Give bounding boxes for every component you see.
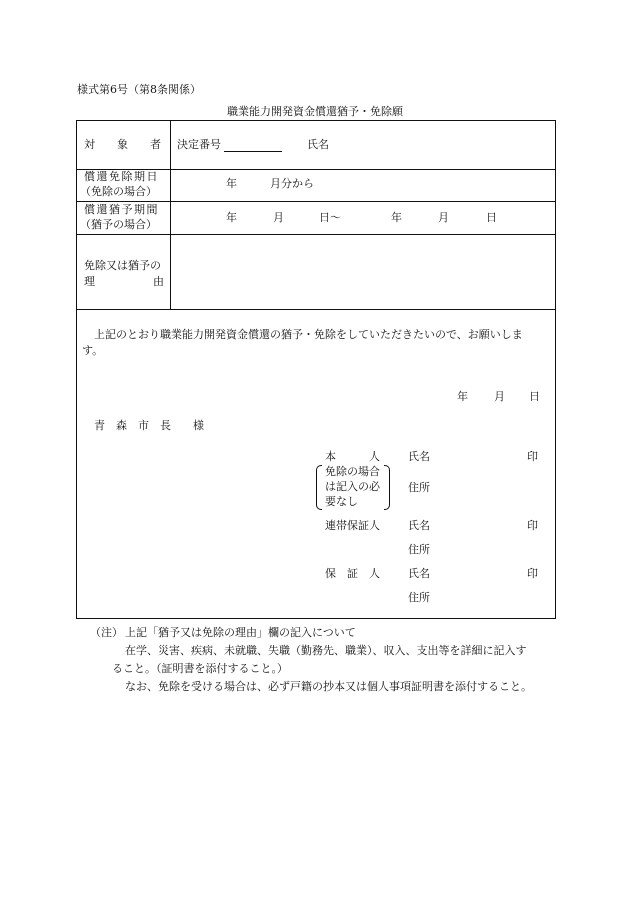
grace-period-sublabel: （猶予の場合） — [80, 218, 157, 231]
name-field[interactable] — [340, 128, 550, 162]
guarantor-label: 保 証 人 — [325, 567, 380, 580]
applicant-note-line3: 要なし — [325, 495, 358, 508]
request-text-line2: す。 — [82, 344, 104, 357]
column-divider — [170, 121, 171, 309]
exemption-date-label: 償還免除期日 — [84, 170, 159, 183]
exemption-year-label: 年 — [226, 177, 237, 190]
date-year-label: 年 — [457, 390, 468, 403]
date-month-label: 月 — [494, 390, 505, 403]
reason-label-second-line: 理 由 — [84, 275, 164, 288]
grace-to-month-label: 月 — [438, 211, 449, 224]
applicant-address-label: 住所 — [408, 481, 430, 494]
decision-number-field[interactable] — [224, 151, 282, 152]
row-divider — [77, 309, 555, 310]
grace-from-year-label: 年 — [226, 211, 237, 224]
date-day-label: 日 — [529, 390, 540, 403]
applicant-note-line2: は記入の必 — [325, 480, 380, 493]
guarantor-seal: 印 — [527, 567, 538, 580]
guarantor-name-label: 氏名 — [408, 567, 430, 580]
form-title: 職業能力開発資金償還猶予・免除願 — [227, 105, 403, 118]
notes-heading: 上記「猶予又は免除の理由」欄の記入について — [125, 626, 356, 639]
addressee: 青 森 市 長 様 — [94, 419, 204, 432]
joint-guarantor-name-label: 氏名 — [408, 519, 430, 532]
request-text-line1: 上記のとおり職業能力開発資金償還の猶予・免除をしていただきたいので、お願いしま — [94, 328, 523, 341]
note-bracket-left — [316, 465, 322, 510]
row-divider — [77, 234, 555, 235]
applicant-label: 本 人 — [325, 450, 380, 463]
grace-to-year-label: 年 — [391, 211, 402, 224]
joint-guarantor-label: 連帯保証人 — [325, 519, 380, 532]
notes-marker: （注） — [90, 626, 123, 639]
grace-from-day-label: 日～ — [319, 211, 341, 224]
applicant-seal: 印 — [527, 450, 538, 463]
applicant-name-label: 氏名 — [408, 450, 430, 463]
reason-field[interactable] — [172, 236, 554, 308]
form-number: 様式第6号（第8条関係） — [77, 83, 201, 96]
subject-label: 対 象 者 — [84, 138, 161, 151]
notes-line3: なお、免除を受ける場合は、必ず戸籍の抄本又は個人事項証明書を添付すること。 — [125, 680, 532, 693]
decision-number-label: 決定番号 — [177, 138, 221, 151]
notes-line1: 在学、災害、疾病、未就職、失職（勤務先、職業）、収入、支出等を詳細に記入す — [125, 644, 527, 657]
guarantor-address-label: 住所 — [408, 591, 430, 604]
exemption-month-label: 月分から — [270, 177, 314, 190]
grace-from-month-label: 月 — [273, 211, 284, 224]
note-bracket-right — [384, 465, 390, 510]
joint-guarantor-seal: 印 — [527, 519, 538, 532]
grace-to-day-label: 日 — [486, 211, 497, 224]
row-divider — [77, 201, 555, 202]
grace-period-label: 償還猶予期間 — [84, 203, 159, 216]
applicant-note-line1: 免除の場合 — [325, 465, 380, 478]
notes-line2: ること。（証明書を添付すること。） — [112, 662, 288, 675]
exemption-date-sublabel: （免除の場合） — [80, 185, 157, 198]
name-label: 氏名 — [307, 138, 329, 151]
joint-guarantor-address-label: 住所 — [408, 543, 430, 556]
reason-label: 免除又は猶予の — [84, 259, 161, 272]
